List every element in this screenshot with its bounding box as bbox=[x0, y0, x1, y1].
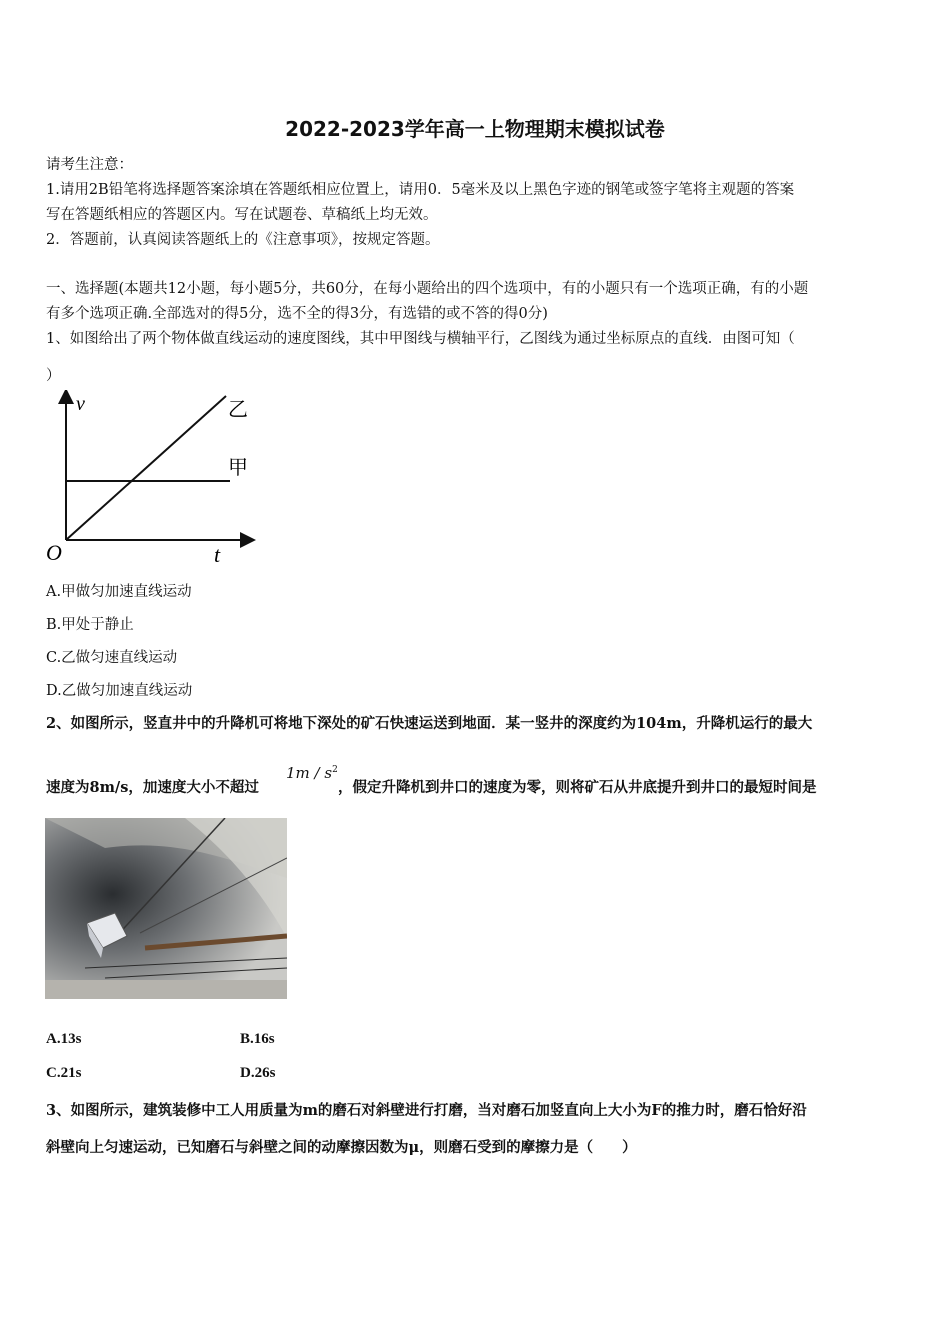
section-header-line2: 有多个选项正确.全部选对的得5分，选不全的得3分，有选错的或不答的得0分) bbox=[46, 306, 548, 322]
mine-shaft-photo bbox=[45, 818, 287, 999]
q2-option-d: D.26s bbox=[240, 1065, 276, 1081]
notice-1-line2: 写在答题纸相应的答题区内。写在试题卷、草稿纸上均无效。 bbox=[46, 207, 438, 223]
jia-label: 甲 bbox=[228, 455, 248, 479]
q1-stem-line2: ） bbox=[46, 368, 61, 384]
q3-stem-line1: 3、如图所示，建筑装修中工人用质量为m的磨石对斜壁进行打磨，当对磨石加竖直向上大小为F的推力时，磨石恰好沿 bbox=[46, 1102, 807, 1119]
t-axis-label: t bbox=[214, 542, 221, 567]
acceleration-unit: $1m / s^2$ bbox=[286, 764, 338, 782]
q2-stem-line1: 2、如图所示，竖直井中的升降机可将地下深处的矿石快速运送到地面．某一竖井的深度约为104m，升降机运行的最大 bbox=[46, 715, 813, 732]
q1-stem-line1: 1、如图给出了两个物体做直线运动的速度图线，其中甲图线与横轴平行，乙图线为通过坐标原点的直线．由图可知（ bbox=[46, 331, 795, 347]
q2-option-c: C.21s bbox=[46, 1065, 82, 1081]
notice-2: 2．答题前，认真阅读答题纸上的《注意事项》，按规定答题。 bbox=[46, 232, 440, 248]
q3-stem-line2: 斜壁向上匀速运动，已知磨石与斜壁之间的动摩擦因数为μ，则磨石受到的摩擦力是（ ） bbox=[46, 1139, 637, 1156]
section-header-line1: 一、选择题(本题共12小题，每小题5分，共60分，在每小题给出的四个选项中，有的小题只有一个选项正确，有的小题 bbox=[46, 281, 809, 297]
q1-option-b: B.甲处于静止 bbox=[46, 617, 134, 633]
q2-option-b: B.16s bbox=[240, 1031, 275, 1047]
yi-line bbox=[66, 396, 226, 540]
q1-option-d: D.乙做匀加速直线运动 bbox=[46, 683, 193, 699]
v-axis-label: v bbox=[76, 393, 85, 415]
notice-1-line1: 1.请用2B铅笔将选择题答案涂填在答题纸相应位置上，请用0．5毫米及以上黑色字迹的钢笔或签字笔将主观题的答案 bbox=[46, 182, 795, 198]
q2-stem-line2b: ，假定升降机到井口的速度为零，则将矿石从井底提升到井口的最短时间是 bbox=[338, 779, 817, 796]
yi-label: 乙 bbox=[228, 397, 248, 421]
origin-label: O bbox=[46, 540, 62, 565]
page-title: 2022-2023学年高一上物理期末模拟试卷 bbox=[285, 117, 665, 141]
q1-option-a: A.甲做匀加速直线运动 bbox=[46, 584, 192, 600]
q1-option-c: C.乙做匀速直线运动 bbox=[46, 650, 178, 666]
q2-option-a: A.13s bbox=[46, 1031, 82, 1047]
notice-header: 请考生注意： bbox=[46, 157, 133, 173]
velocity-time-graph bbox=[40, 390, 260, 570]
q2-stem-line2a: 速度为8m/s，加速度大小不超过 bbox=[46, 779, 259, 796]
